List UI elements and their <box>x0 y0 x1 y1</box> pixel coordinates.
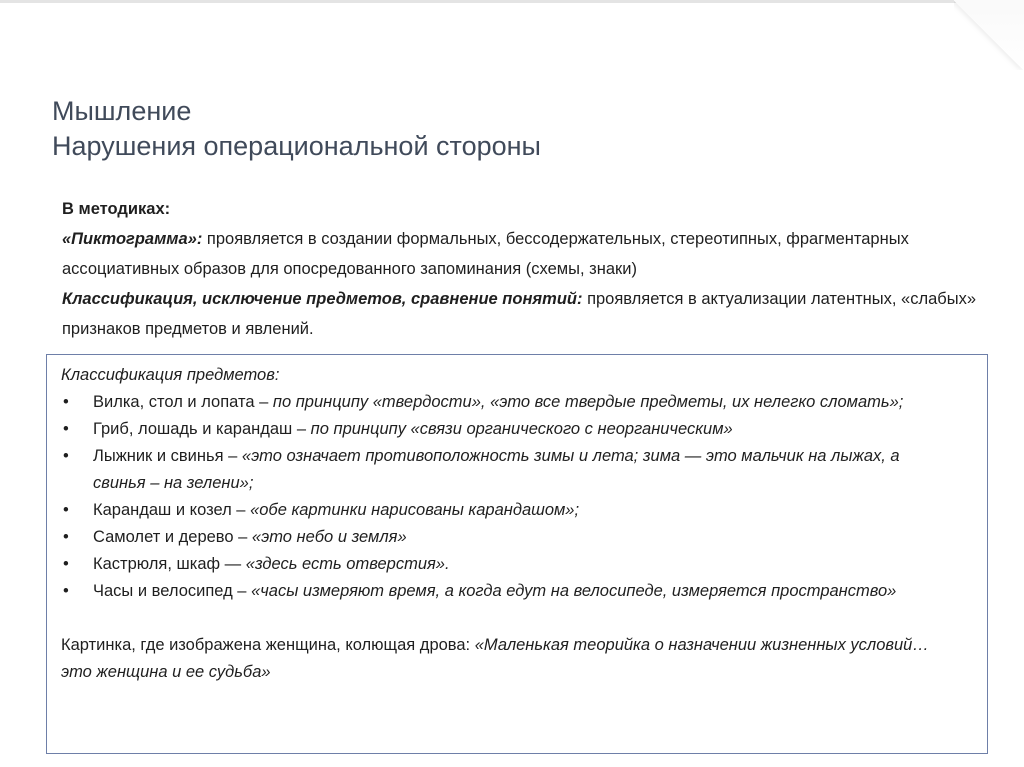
list-item-lead: Часы и велосипед – <box>93 582 252 600</box>
slide-title <box>52 94 541 164</box>
list-item <box>61 551 951 578</box>
list-item <box>61 497 951 524</box>
examples-heading: Классификация предметов: <box>61 366 280 384</box>
list-item <box>61 524 951 551</box>
list-item <box>61 416 951 443</box>
bullet-icon: • <box>63 447 69 465</box>
list-item <box>61 389 951 416</box>
intro-item-classification <box>62 284 982 344</box>
page-corner-decoration <box>954 0 1024 70</box>
list-item <box>61 578 951 605</box>
list-item-quote: «обе картинки нарисованы карандашом»; <box>250 501 580 519</box>
list-item-quote: «здесь есть отверстия». <box>245 555 450 573</box>
title-line-2: Нарушения операциональной стороны <box>52 131 541 161</box>
intro-item-pictogram-term: «Пиктограмма»: <box>62 230 203 248</box>
bullet-icon: • <box>63 528 69 546</box>
list-item-lead: Лыжник и свинья – <box>93 447 242 465</box>
examples-list <box>61 389 951 605</box>
bullet-icon: • <box>63 582 69 600</box>
paragraph-spacer <box>61 605 951 632</box>
list-item-quote: «это означает противоположность зимы и лета; зима — это мальчик на лыжах, а свинья – на зелени»; <box>93 447 900 492</box>
closing-example-lead: Картинка, где изображена женщина, колющая дрова: <box>61 636 475 654</box>
examples-box-content <box>61 362 951 686</box>
intro-item-pictogram-text: проявляется в создании формальных, бессодержательных, стереотипных, фрагментарных ассоциативных образов для опосредованного запоминания (схемы, знаки) <box>62 230 909 278</box>
closing-example <box>61 632 951 686</box>
bullet-icon: • <box>63 501 69 519</box>
bullet-icon: • <box>63 555 69 573</box>
list-item-lead: Самолет и дерево – <box>93 528 252 546</box>
title-line-1: Мышление <box>52 96 192 126</box>
intro-item-pictogram <box>62 224 982 284</box>
list-item-lead: Вилка, стол и лопата – <box>93 393 273 411</box>
examples-box <box>46 354 988 754</box>
list-item-quote: по принципу «связи органического с неорганическим» <box>310 420 733 438</box>
intro-heading: В методиках: <box>62 200 171 218</box>
list-item <box>61 443 951 497</box>
list-item-quote: «часы измеряют время, а когда едут на велосипеде, измеряется пространство» <box>251 582 897 600</box>
intro-item-classification-term: Классификация, исключение предметов, сравнение понятий: <box>62 290 583 308</box>
list-item-lead: Кастрюля, шкаф — <box>93 555 246 573</box>
slide-top-edge <box>0 0 1024 3</box>
intro-item-classification-text: проявляется в актуализации латентных, «слабых» признаков предметов и явлений. <box>62 290 976 338</box>
list-item-quote: «это небо и земля» <box>251 528 407 546</box>
list-item-lead: Гриб, лошадь и карандаш – <box>93 420 311 438</box>
bullet-icon: • <box>63 393 69 411</box>
list-item-lead: Карандаш и козел – <box>93 501 251 519</box>
bullet-icon: • <box>63 420 69 438</box>
list-item-quote: по принципу «твердости», «это все твердые предметы, их нелегко сломать»; <box>272 393 904 411</box>
closing-example-quote: «Маленькая теорийка о назначении жизненных условий… это женщина и ее судьба» <box>61 636 929 681</box>
intro-section <box>62 194 982 344</box>
